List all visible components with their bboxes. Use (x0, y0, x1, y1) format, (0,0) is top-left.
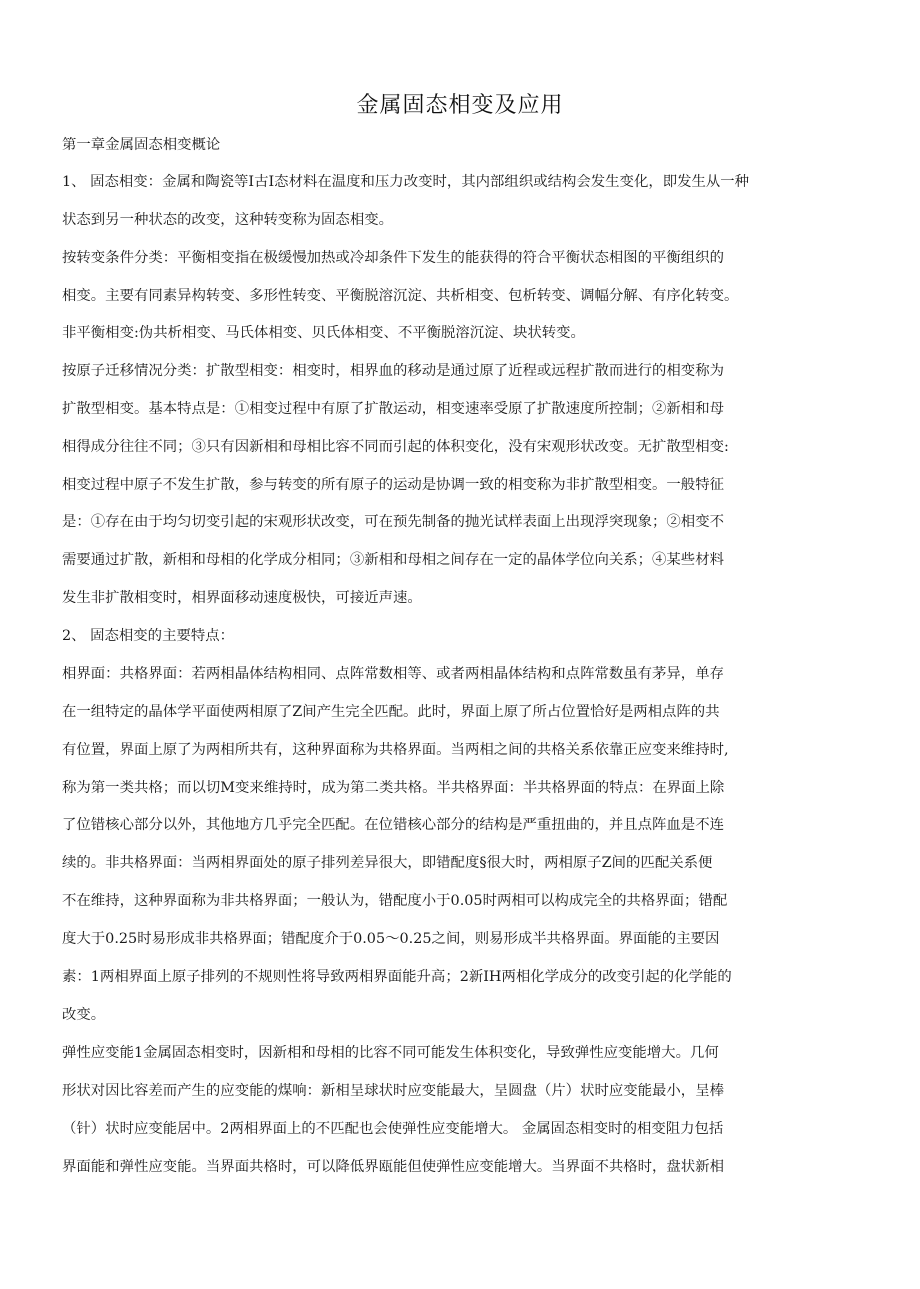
section-heading: 2、 固态相变的主要特点： (62, 628, 235, 644)
paragraph-line: 按转变条件分类：平衡相变指在极缓慢加热或冷却条件下发生的能获得的符合平衡状态相图的平衡组织的 (62, 250, 724, 266)
paragraph-line: 弹性应变能1金属固态相变时，因新相和母相的比容不同可能发生体积变化，导致弹性应变能增大。几何 (62, 1045, 719, 1061)
paragraph-line: 在一组特定的晶体学平面使两相原了Z间产生完全匹配。此时，界面上原了所占位置恰好是两相点阵的共 (62, 704, 720, 720)
paragraph-line: 状态到另一种状态的改变，这种转变称为固态相变。 (62, 212, 393, 228)
paragraph-line: 素：1两相界面上原子排列的不规则性将导致两相界面能升高；2新IH两相化学成分的改变引起的化学能的 (62, 969, 732, 985)
paragraph-line: 不在维持，这种界面称为非共格界面；一般认为，错配度小于0.05时两相可以构成完全的共格界面；错配 (62, 893, 728, 909)
document-title: 金属固态相变及应用 (356, 93, 564, 118)
paragraph-line: 发生非扩散相变时，相界面移动速度极快，可接近声速。 (62, 590, 422, 606)
paragraph-line: 改变。 (62, 1007, 106, 1023)
paragraph-line: 度大于0.25时易形成非共格界面；错配度介于0.05～0.25之间，则易形成半共格界面。界面能的主要因 (62, 931, 720, 947)
paragraph-line: 相得成分往往不同；③只有因新相和母相比容不同而引起的体积变化，没有宋观形状改变。无扩散型相变: (62, 439, 729, 455)
paragraph-line: 称为第一类共格；而以切M变来维持时，成为第二类共格。半共格界面：半共格界面的特点：在界面上除 (62, 780, 725, 796)
paragraph-line: 界面能和弹性应变能。当界面共格时，可以降低界瓯能但使弹性应变能增大。当界面不共格时，盘状新相 (62, 1159, 724, 1175)
paragraph-line: 按原子迁移情况分类：扩散型相变：相变时，相界血的移动是通过原了近程或远程扩散而进行的相变称为 (62, 363, 724, 379)
paragraph-line: 是：①存在由于均匀切变引起的宋观形状改变，可在预先制备的抛光试样表面上出现浮突现象；②相变不 (62, 514, 724, 530)
paragraph-line: （针）状时应变能居中。2两相界面上的不匹配也会使弹性应变能增大。 金属固态相变时的相变阻力包括 (62, 1121, 724, 1137)
paragraph-line: 相变。主要有同素异构转变、多形性转变、平衡脱溶沉淀、共析相变、包析转变、调幅分解、有序化转变。 (62, 288, 739, 304)
paragraph-line: 有位置，界面上原了为两相所共有，这种界面称为共格界面。当两相之间的共格关系依靠正应变来维持时, (62, 742, 729, 758)
paragraph-line: 形状对因比容差而产生的应变能的煤响：新相呈球状时应变能最大，呈圆盘（片）状时应变能最小，呈棒 (62, 1083, 724, 1099)
paragraph-line: 了位错核心部分以外，其他地方几乎完全匹配。在位错核心部分的结构是严重扭曲的，并且点阵血是不连 (62, 817, 724, 833)
paragraph-line: 非平衡相变:伪共析相变、马氏体相变、贝氏体相变、不平衡脱溶沉淀、块状转变。 (62, 325, 585, 341)
paragraph-line: 扩散型相变。基本特点是：①相变过程中有原了扩散运动，相变速率受原了扩散速度所控制；②新相和母 (62, 401, 724, 417)
paragraph-line: 续的。非共格界面：当两相界面处的原子排列差异很大，即错配度§很大时，两相原子Z间的匹配关系便 (62, 855, 713, 871)
paragraph-line: 相变过程中原子不发生扩散，参与转变的所有原子的运动是协调一致的相变称为非扩散型相变。一般特征 (62, 477, 724, 493)
paragraph-line: 需要通过扩散，新相和母相的化学成分相同；③新相和母相之间存在一定的晶体学位向关系；④某些材料 (62, 552, 724, 568)
paragraph-line: 1、 固态相变：金属和陶瓷等I古I态材料在温度和压力改变时，其内部组织或结构会发生变化，即发生从一种 (62, 174, 750, 190)
paragraph-line: 相界面：共格界面：若两相晶体结构相同、点阵常数相等、或者两相晶体结构和点阵常数虽有茅异，单存 (62, 666, 724, 682)
chapter-heading: 第一章金属固态相变概论 (62, 137, 221, 153)
